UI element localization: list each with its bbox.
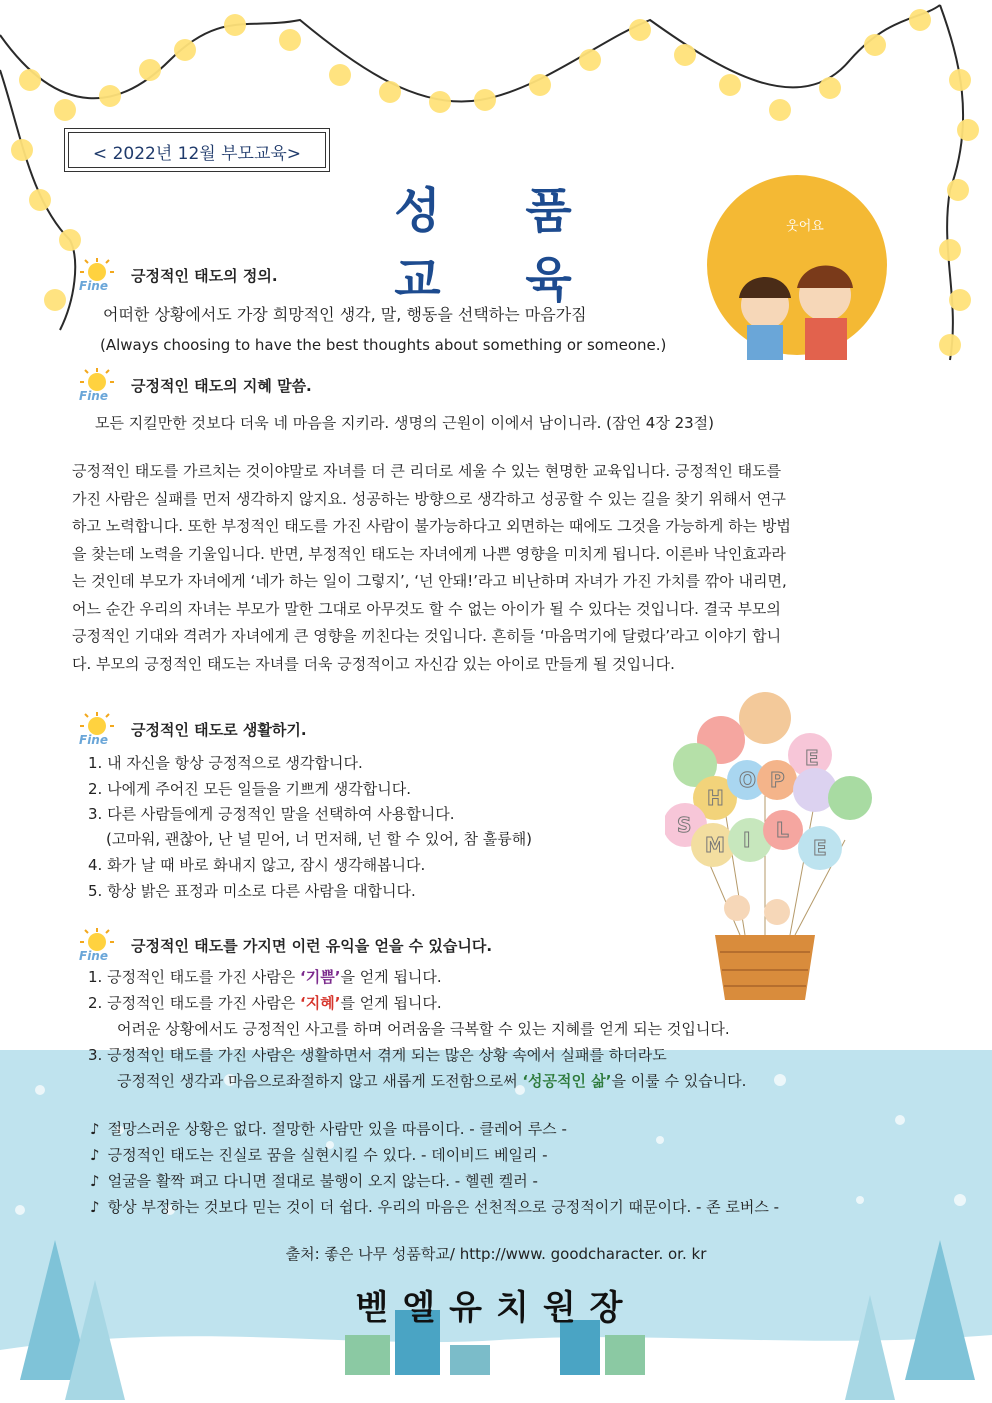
benefit-highlight-joy: ‘기쁨’ [300,968,341,986]
svg-text:Fine: Fine [79,279,108,292]
illustration-caption: 웃어요 [786,219,824,234]
quote-text: 절망스러운 상황은 없다. 절망한 사람만 있을 따름이다. - 클레어 루스 - [107,1120,567,1138]
kindergarten-director-signature: 벧엘유치원장 [355,1288,637,1328]
sun-fine-icon [75,368,125,402]
section-living-title: 긍정적인 태도로 생활하기. [131,720,307,739]
benefit-highlight-success: ‘성공적인 삶’ [522,1072,612,1090]
section-wisdom-heading [75,368,312,402]
benefit-highlight-wisdom: ‘지혜’ [300,994,341,1012]
balloon-letter: P [770,768,785,792]
main-paragraph [72,458,932,678]
quote-line [90,1170,538,1191]
benefit-text: 를 얻게 됩니다. [340,994,442,1012]
section-benefits-title: 긍정적인 태도를 가지면 이런 유익을 얻을 수 있습니다. [131,936,493,955]
music-note-icon: ♪ [90,1120,100,1138]
balloon-letter: M [705,833,725,857]
section-wisdom-title: 긍정적인 태도의 지혜 말씀. [131,376,312,395]
music-note-icon: ♪ [90,1198,100,1216]
music-note-icon: ♪ [90,1146,100,1164]
benefit-text: 을 얻게 됩니다. [340,968,442,986]
svg-text:Fine: Fine [79,389,108,402]
paragraph-line: 어느 순간 우리의 자녀는 부모가 말한 그대로 아무것도 할 수 없는 아이가 될 수 있다는 것입니다. 결국 부모의 [72,599,781,618]
benefit-wisdom-detail: 어려운 상황에서도 긍정적인 사고를 하며 어려움을 극복할 수 있는 지혜를 얻게 되는 것입니다. [117,1020,730,1038]
quote-line [90,1196,779,1217]
source-citation: 출처: 좋은 나무 성품학교/ http://www. goodcharacter. or. kr [285,1245,707,1263]
hope-smile-balloon-illustration [665,690,880,1020]
proverb-verse: 모든 지킬만한 것보다 더욱 네 마음을 지키라. 생명의 근원이 이에서 남이니라. (잠언 4장 23절) [95,414,715,432]
balloon-letter: O [739,768,757,792]
paragraph-line: 하고 노력합니다. 또한 부정적인 태도를 가진 사람이 불가능하다고 외면하는 때에도 그것을 가능하게 하는 방법 [72,517,791,535]
svg-text:Fine: Fine [79,733,108,746]
balloon-letter: H [707,786,724,810]
list-item: 3. 다른 사람들에게 긍정적인 말을 선택하여 사용합니다. [88,805,455,823]
paragraph-line: 긍정적인 기대와 격려가 자녀에게 큰 영향을 끼친다는 것입니다. 흔히들 ‘마음먹기에 달렸다’라고 이야기 합니 [72,627,782,645]
balloon-letter: E [813,836,827,860]
quote-line [90,1144,548,1165]
sun-fine-icon [75,712,125,746]
balloon-letter: I [743,828,751,852]
paragraph-line: 가진 사람은 실패를 먼저 생각하지 않지요. 성공하는 방향으로 생각하고 성공할 수 있는 길을 찾기 위해서 연구 [72,489,786,508]
subtitle-box [64,128,330,172]
paragraph-line: 긍정적인 태도를 가르치는 것이야말로 자녀를 더 큰 리더로 세울 수 있는 현명한 교육입니다. 긍정적인 태도를 [72,462,782,480]
section-definition-title: 긍정적인 태도의 정의. [131,266,278,285]
sun-fine-icon [75,258,125,292]
definition-text: 어떠한 상황에서도 가장 희망적인 생각, 말, 행동을 선택하는 마음가짐 [103,305,587,324]
kids-illustration [705,170,889,360]
quote-text: 긍정적인 태도는 진실로 꿈을 실현시킬 수 있다. - 데이비드 베일리 - [107,1146,548,1164]
page-title: 성 품 교 육 [394,183,606,308]
section-definition-heading [75,258,278,292]
list-item: 5. 항상 밝은 표정과 미소로 다른 사람을 대합니다. [88,882,416,900]
benefit-success-detail [117,1070,746,1091]
music-note-icon: ♪ [90,1172,100,1190]
benefit-text: 1. 긍정적인 태도를 가진 사람은 [88,968,301,986]
balloon-letter: E [805,746,819,770]
list-item-examples: (고마워, 괜찮아, 난 널 믿어, 너 먼저해, 넌 할 수 있어, 참 훌륭해) [106,830,533,848]
balloon-letter: L [776,818,789,842]
paragraph-line: 는 것인데 부모가 자녀에게 ‘네가 하는 일이 그렇지’, ‘넌 안돼!’라고 비난하며 자녀가 가진 가치를 깎아 내리면, [72,572,787,590]
list-item: 4. 화가 날 때 바로 화내지 않고, 잠시 생각해봅니다. [88,856,426,874]
quote-line [90,1118,567,1139]
list-item: 2. 나에게 주어진 모든 일들을 기쁘게 생각합니다. [88,780,411,798]
benefit-text: 긍정적인 생각과 마음으로좌절하지 않고 새롭게 도전함으로써 [117,1072,523,1090]
paragraph-line: 을 찾는데 노력을 기울입니다. 반면, 부정적인 태도는 자녀에게 나쁜 영향을 미치게 됩니다. 이른바 낙인효과라 [72,544,786,563]
paragraph-line: 다. 부모의 긍정적인 태도는 자녀를 더욱 긍정적이고 자신감 있는 아이로 만들게 될 것입니다. [72,654,675,673]
benefit-item-joy [88,966,442,987]
section-living-heading [75,712,307,746]
sun-fine-icon [75,928,125,962]
benefit-text: 을 이룰 수 있습니다. [611,1072,747,1090]
quote-text: 항상 부정하는 것보다 믿는 것이 더 쉽다. 우리의 마음은 선천적으로 긍정적이기 때문이다. - 존 로버스 - [107,1198,780,1216]
svg-text:Fine: Fine [79,949,108,962]
subtitle-text: < 2022년 12월 부모교육> [92,144,302,164]
quote-text: 얼굴을 활짝 펴고 다니면 절대로 불행이 오지 않는다. - 헬렌 켈러 - [107,1172,538,1190]
benefit-text: 2. 긍정적인 태도를 가진 사람은 [88,994,301,1012]
definition-english: (Always choosing to have the best thoughts about something or someone.) [100,336,667,354]
section-benefits-heading [75,928,492,962]
balloon-letter: S [677,813,692,837]
list-item: 1. 내 자신을 항상 긍정적으로 생각합니다. [88,754,363,772]
benefit-item-wisdom [88,992,442,1013]
benefit-item-success: 3. 긍정적인 태도를 가진 사람은 생활하면서 겪게 되는 많은 상황 속에서 실패를 하더라도 [88,1046,667,1064]
winter-scene-background [0,1050,992,1403]
